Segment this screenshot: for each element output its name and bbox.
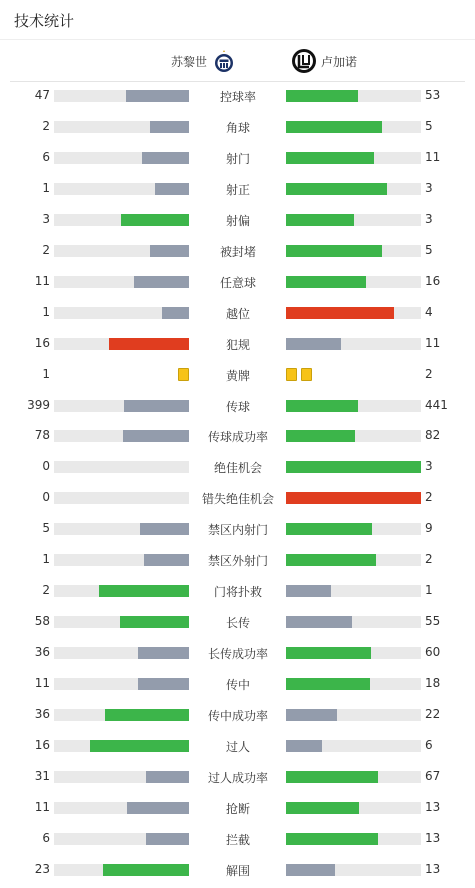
home-value: 2 [42, 242, 50, 257]
home-bar-track [54, 121, 189, 133]
home-bar-track [54, 709, 189, 721]
stat-label: 黄牌 [225, 368, 250, 383]
home-bar-track [54, 492, 189, 504]
away-bar-fill [286, 616, 352, 628]
away-bar-fill [286, 152, 374, 164]
stat-label: 传中成功率 [207, 709, 268, 723]
away-bar-track [286, 647, 421, 659]
stat-label: 越位 [225, 306, 250, 321]
stat-row [0, 334, 475, 354]
stat-label: 传中 [225, 678, 250, 693]
home-value: 0 [42, 490, 50, 505]
away-value: 2 [425, 490, 433, 505]
stat-row [0, 303, 475, 323]
away-value: 16 [425, 273, 441, 288]
home-value: 5 [42, 521, 50, 536]
away-value: 53 [425, 88, 441, 102]
home-value: 2 [42, 118, 50, 133]
away-bar-track [286, 276, 421, 288]
away-bar-track [286, 709, 421, 721]
stat-row [0, 86, 475, 106]
away-bar-fill [286, 400, 358, 412]
home-bar-track [54, 461, 189, 473]
home-bar-track [54, 400, 189, 412]
stat-row [0, 736, 475, 756]
home-value: 3 [42, 211, 50, 226]
away-value: 4 [425, 304, 433, 319]
away-bar-track [286, 152, 421, 164]
stat-label: 射偏 [225, 213, 250, 228]
away-value: 5 [425, 118, 433, 133]
away-bar-fill [286, 276, 366, 288]
away-bar-fill [286, 461, 421, 473]
teams-row [10, 40, 465, 82]
home-value: 36 [34, 707, 50, 721]
away-value: 1 [425, 583, 433, 598]
stat-label: 门将扑救 [213, 585, 262, 600]
home-bar-fill [105, 709, 189, 721]
away-bar-track [286, 833, 421, 845]
away-bar-fill [286, 771, 378, 783]
away-bar-fill [286, 585, 331, 597]
away-value: 60 [425, 645, 441, 660]
stat-row [0, 829, 475, 849]
home-yellow-cards [178, 368, 189, 381]
away-value: 2 [425, 552, 433, 567]
home-bar-fill [134, 276, 189, 288]
home-bar-fill [123, 430, 189, 442]
home-value: 399 [27, 397, 50, 412]
home-value: 11 [34, 676, 50, 691]
stats-header [0, 0, 475, 40]
stat-row [0, 148, 475, 168]
home-value: 6 [42, 830, 50, 845]
stat-row [0, 210, 475, 230]
yellow-card-icon [286, 368, 297, 381]
stat-row [0, 550, 475, 570]
home-bar-track [54, 647, 189, 659]
home-bar-fill [144, 554, 189, 566]
yellow-card-icon [178, 368, 189, 381]
away-bar-fill [286, 709, 337, 721]
away-bar-track [286, 771, 421, 783]
home-bar-track [54, 523, 189, 535]
home-value: 1 [42, 366, 50, 381]
home-value: 16 [34, 737, 50, 752]
stat-label: 过人 [225, 739, 250, 754]
stat-row [0, 426, 475, 446]
away-bar-track [286, 678, 421, 690]
home-bar-track [54, 90, 189, 102]
stat-label: 解围 [225, 863, 250, 878]
away-value: 18 [425, 676, 441, 691]
away-bar-track [286, 616, 421, 628]
stat-label: 角球 [225, 120, 250, 135]
away-bar-fill [286, 740, 322, 752]
stat-label: 传球 [225, 399, 250, 414]
away-bar-track [286, 740, 421, 752]
stat-label: 绝佳机会 [213, 461, 262, 476]
home-bar-fill [146, 771, 189, 783]
home-bar-track [54, 771, 189, 783]
stat-label: 被封堵 [219, 244, 256, 259]
away-bar-track [286, 523, 421, 535]
stat-row [0, 674, 475, 694]
away-bar-fill [286, 647, 371, 659]
stat-label: 犯规 [225, 337, 250, 352]
away-bar-track [286, 585, 421, 597]
away-bar-track [286, 864, 421, 876]
away-value: 13 [425, 799, 441, 814]
home-value: 16 [34, 335, 50, 350]
away-value: 11 [425, 149, 441, 164]
home-value: 1 [42, 180, 50, 195]
stat-label: 传球成功率 [207, 430, 268, 445]
home-bar-fill [150, 245, 189, 257]
stat-label: 错失绝佳机会 [201, 492, 274, 507]
yellow-card-icon [301, 368, 312, 381]
away-bar-fill [286, 678, 370, 690]
away-bar-fill [286, 183, 387, 195]
away-bar-fill [286, 307, 394, 319]
home-bar-fill [90, 740, 189, 752]
away-value: 82 [425, 428, 441, 443]
away-bar-track [286, 554, 421, 566]
away-bar-track [286, 90, 421, 102]
home-bar-fill [126, 90, 189, 102]
stat-row [0, 117, 475, 137]
home-bar-track [54, 585, 189, 597]
away-value: 13 [425, 861, 441, 876]
away-bar-track [286, 307, 421, 319]
away-bar-track [286, 802, 421, 814]
home-value: 2 [42, 583, 50, 598]
home-value: 47 [34, 88, 50, 102]
stat-label: 长传成功率 [207, 647, 268, 662]
home-bar-track [54, 183, 189, 195]
away-bar-track [286, 430, 421, 442]
home-value: 23 [34, 861, 50, 876]
away-value: 3 [425, 180, 433, 195]
home-value: 31 [34, 768, 50, 783]
away-bar-track [286, 400, 421, 412]
away-bar-fill [286, 90, 358, 102]
home-bar-fill [150, 121, 189, 133]
stat-label: 禁区内射门 [207, 523, 268, 538]
home-value: 0 [42, 459, 50, 474]
away-bar-track [286, 461, 421, 473]
stat-label: 长传 [225, 616, 250, 631]
away-team-logo-icon [291, 48, 317, 74]
home-bar-track [54, 864, 189, 876]
home-team-logo-icon [213, 49, 235, 73]
away-team-name: 卢加诺 [321, 54, 358, 69]
away-bar-track [286, 121, 421, 133]
page-title: 技术统计 [14, 12, 75, 30]
away-bar-fill [286, 554, 376, 566]
home-bar-track [54, 430, 189, 442]
home-bar-track [54, 214, 189, 226]
away-bar-fill [286, 523, 372, 535]
away-bar-fill [286, 245, 382, 257]
stat-label: 射门 [225, 151, 250, 166]
away-value: 3 [425, 459, 433, 474]
away-bar-fill [286, 430, 355, 442]
home-value: 11 [34, 799, 50, 814]
away-value: 5 [425, 242, 433, 257]
away-bar-fill [286, 864, 335, 876]
home-bar-track [54, 307, 189, 319]
home-bar-fill [103, 864, 189, 876]
home-value: 36 [34, 645, 50, 660]
stat-row [0, 705, 475, 725]
stat-row [0, 767, 475, 787]
stat-row [0, 179, 475, 199]
away-value: 2 [425, 366, 433, 381]
away-value: 55 [425, 614, 441, 629]
away-bar-fill [286, 833, 378, 845]
away-yellow-cards [286, 368, 312, 381]
stat-row [0, 272, 475, 292]
home-bar-fill [120, 616, 189, 628]
away-bar-fill [286, 214, 354, 226]
away-bar-track [286, 492, 421, 504]
away-value: 3 [425, 211, 433, 226]
home-bar-fill [155, 183, 189, 195]
home-bar-track [54, 616, 189, 628]
home-bar-fill [109, 338, 189, 350]
stat-label: 拦截 [225, 832, 250, 847]
stat-row [0, 612, 475, 632]
away-value: 9 [425, 521, 433, 536]
stat-row [0, 798, 475, 818]
stat-label: 射正 [225, 182, 250, 197]
away-value: 441 [425, 397, 448, 412]
home-value: 11 [34, 273, 50, 288]
away-bar-fill [286, 802, 359, 814]
home-value: 1 [42, 304, 50, 319]
away-value: 22 [425, 707, 441, 721]
away-value: 67 [425, 768, 441, 783]
stat-label: 禁区外射门 [207, 554, 268, 569]
home-bar-fill [138, 678, 189, 690]
stat-row [0, 396, 475, 416]
home-bar-track [54, 338, 189, 350]
home-bar-track [54, 678, 189, 690]
stat-row [0, 457, 475, 477]
home-team[interactable] [171, 49, 235, 73]
stat-row [0, 860, 475, 880]
home-bar-fill [124, 400, 189, 412]
home-team-name: 苏黎世 [170, 54, 207, 69]
home-value: 6 [42, 149, 50, 164]
home-bar-fill [99, 585, 189, 597]
away-value: 11 [425, 335, 441, 350]
home-value: 58 [34, 614, 50, 629]
away-value: 13 [425, 830, 441, 845]
away-bar-fill [286, 121, 382, 133]
home-bar-track [54, 833, 189, 845]
away-bar-fill [286, 338, 341, 350]
home-value: 78 [34, 428, 50, 443]
away-bar-track [286, 338, 421, 350]
away-bar-track [286, 183, 421, 195]
stat-row [0, 581, 475, 601]
stat-row [0, 488, 475, 508]
home-bar-fill [142, 152, 189, 164]
home-bar-fill [127, 802, 189, 814]
stat-row [0, 643, 475, 663]
home-bar-track [54, 554, 189, 566]
away-bar-track [286, 245, 421, 257]
stat-label: 任意球 [219, 275, 256, 290]
home-bar-fill [162, 307, 189, 319]
home-bar-fill [140, 523, 189, 535]
stat-row [0, 519, 475, 539]
away-bar-fill [286, 492, 421, 504]
away-bar-track [286, 214, 421, 226]
away-team[interactable] [291, 48, 357, 74]
home-bar-fill [138, 647, 189, 659]
home-bar-fill [146, 833, 189, 845]
stat-row [0, 365, 475, 385]
home-bar-track [54, 245, 189, 257]
home-bar-track [54, 276, 189, 288]
home-value: 1 [42, 552, 50, 567]
stat-label: 过人成功率 [207, 770, 268, 785]
stat-row [0, 241, 475, 261]
home-bar-fill [121, 214, 189, 226]
away-value: 6 [425, 737, 433, 752]
stat-label: 抢断 [225, 801, 250, 816]
home-bar-track [54, 152, 189, 164]
home-bar-track [54, 802, 189, 814]
home-bar-track [54, 740, 189, 752]
stat-label: 控球率 [219, 90, 256, 104]
